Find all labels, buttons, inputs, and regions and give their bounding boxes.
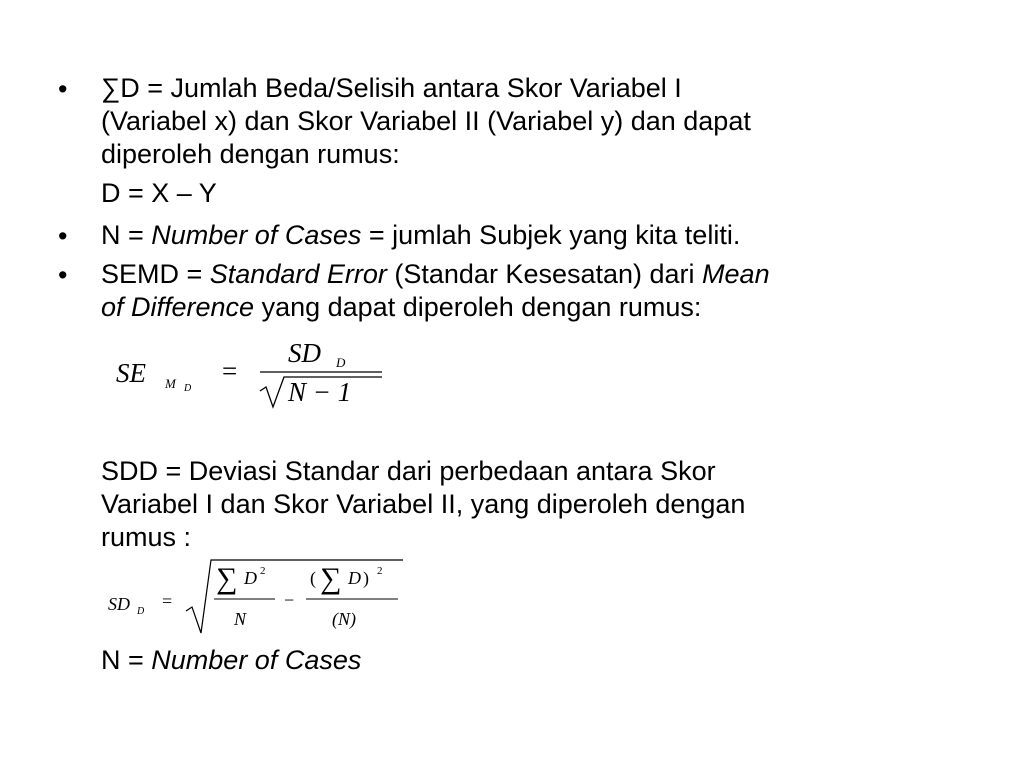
formula-sd-term2-exp: 2: [377, 565, 383, 577]
bullet-marker: •: [58, 74, 68, 104]
sdd-line-2: Variabel I dan Skor Variabel II, yang diperoleh dengan: [101, 489, 746, 519]
final-prefix: N =: [101, 645, 152, 675]
bullet-3-italic-standard-error: Standard Error: [209, 259, 387, 289]
sigma-icon: ∑: [216, 562, 238, 595]
bullet-3-italic-mean: Mean: [702, 259, 770, 289]
bullet-3-prefix: SEMD =: [101, 259, 210, 289]
formula-sd-lhs: SD: [108, 594, 130, 614]
sdd-line-1: SDD = Deviasi Standar dari perbedaan antara Skor: [101, 456, 716, 486]
formula-se-lhs-subsub: D: [184, 383, 192, 394]
formula-sd-d: [100, 555, 410, 640]
bullet-3-italic-of-difference: of Difference: [101, 292, 255, 322]
formula-sd-term2-close: ): [363, 568, 369, 588]
formula-sd-term1-exp: 2: [260, 565, 266, 577]
formula-sd-minus: −: [284, 590, 295, 610]
formula-sd-term1-num: D: [244, 568, 257, 588]
formula-se-lhs-sub: M: [165, 376, 176, 391]
bullet-2-line: [101, 222, 740, 249]
bullet-2-prefix: N =: [101, 220, 152, 250]
sigma-icon: ∑: [320, 562, 342, 595]
bullet-marker: •: [58, 260, 68, 290]
formula-se-lhs: SE: [116, 358, 146, 388]
formula-se-numerator: SD: [288, 338, 321, 368]
formula-se-md: [110, 335, 400, 415]
bullet-3-line-1: [101, 261, 770, 288]
formula-d-equals-x-minus-y: D = X – Y: [101, 178, 217, 208]
bullet-1-line-3: diperoleh dengan rumus:: [101, 139, 400, 169]
bullet-1-line-2: (Variabel x) dan Skor Variabel II (Variabel y) dan dapat: [101, 106, 751, 136]
final-italic: Number of Cases: [151, 645, 362, 675]
final-n-line: [101, 647, 361, 674]
bullet-1-line-1: ∑D = Jumlah Beda/Selisih antara Skor Variabel I: [101, 73, 682, 103]
formula-sd-equals: =: [162, 591, 173, 611]
bullet-2-suffix: = jumlah Subjek yang kita teliti.: [361, 220, 741, 250]
formula-sd-term2-den: (N): [332, 609, 356, 629]
bullet-3-suffix: yang dapat diperoleh dengan rumus:: [254, 292, 702, 322]
formula-se-denominator: N − 1: [288, 377, 352, 407]
bullet-2-italic: Number of Cases: [151, 220, 362, 250]
formula-sd-term1-den: N: [234, 609, 247, 629]
formula-sd-lhs-sub: D: [137, 606, 145, 617]
bullet-3-middle: (Standar Kesesatan) dari: [386, 259, 703, 289]
bullet-marker: •: [58, 221, 68, 251]
formula-se-equals: =: [222, 356, 238, 386]
formula-se-numerator-sub: D: [336, 355, 346, 370]
formula-sd-term2-var: D: [348, 568, 361, 588]
sdd-line-3: rumus :: [101, 522, 192, 552]
bullet-3-line-2: [101, 294, 701, 321]
formula-sd-term2-open: (: [310, 568, 316, 588]
